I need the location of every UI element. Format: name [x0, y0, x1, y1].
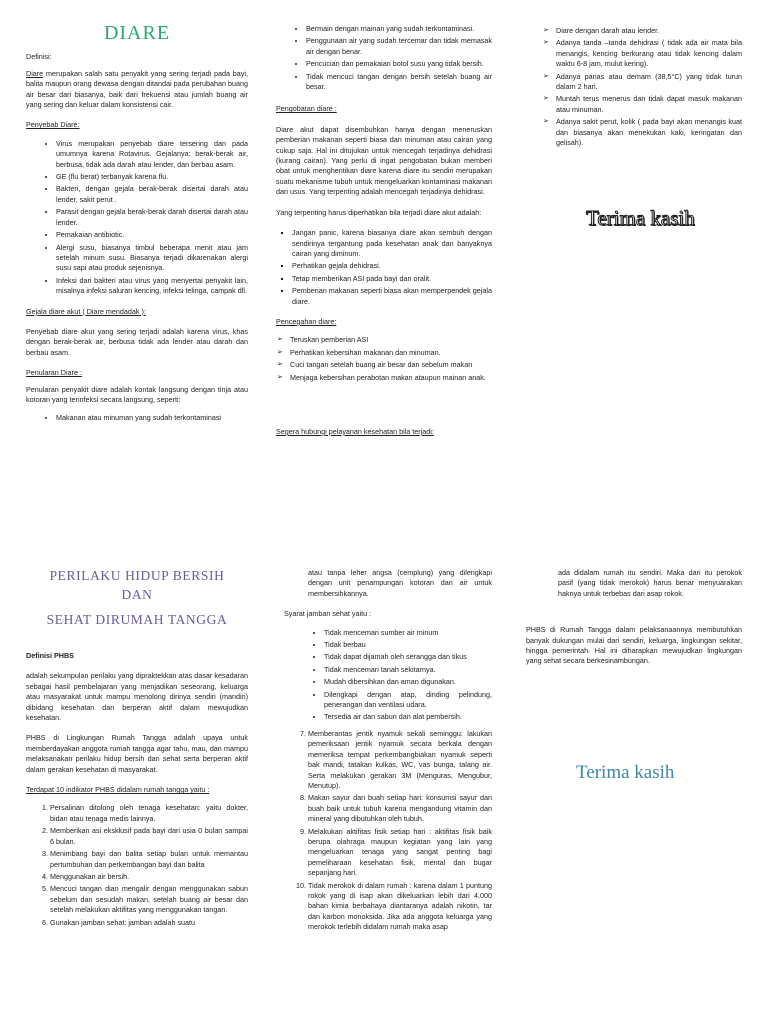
list-item: 10. Tidak merokok di dalam rumah : karena dalam 1 puntung rokok yang di isap akan dikeluarkan lebih dari 4.000 bahan kimia berbahaya diantaranya adalah nikotin, tar dan karbon monoksida. Jika ada anggota keluarga yang merokok terlebih didalam rumah maka asap [308, 881, 492, 933]
diare-column-2 [276, 24, 492, 443]
pencegahan-list [276, 335, 492, 383]
terima-kasih-title-2: Terima kasih [576, 762, 675, 783]
list-item: • Tersedia air dan sabun dan alat pembersih. [324, 712, 492, 722]
phbs-rumah-tangga-text: PHBS di Lingkungan Rumah Tangga adalah upaya untuk memberdayakan anggota rumah tangga agar tahu, mau, dan mampu melaksanakan perilaku hidup bersih dan sehat serta berperan aktif dalam gerakan kesehatan di masyarakat. [26, 733, 248, 774]
diare-column-1 [26, 22, 248, 430]
list-item: 7. Memberantas jentik nyamuk sekali seminggu: lakukan pemeriksaan jentik nyamuk secara berkala dengan memeriksa tempat perkembangbiakan nyamuk seperti bak mandi, tatakan kulkas, WC, vas bunga, talang air. Serta melakukan gerakan 3M (Menguras, Mengubur, Menutup). [308, 729, 492, 791]
syarat-list [284, 628, 492, 723]
akut-list [276, 228, 492, 307]
list-item: ➢ Muntah terus menerus dan tidak dapat masuk makanan atau minuman. [556, 94, 742, 115]
definisi-word: Diare [26, 68, 44, 78]
definisi-text: merupakan salah satu penyakit yang sering terjadi pada bayi, balita maupun orang dewasa dengan ditandai pada perubahan buang air besar dari biasanya, baik dari frekuensi atau jumlah buang air yang sering dan keluar dalam konsistensi cair. [26, 68, 248, 110]
indikator-label: Terdapat 10 indikator PHBS didalam rumah tangga yaitu : [26, 785, 210, 795]
penularan-list-cont [276, 24, 492, 92]
penyebab-label: Penyebab Diare: [26, 120, 80, 130]
list-item: 4. Menggunakan air bersih. [50, 872, 248, 882]
indikator-list [26, 803, 248, 927]
terima-kasih-title-1: Terima kasih [586, 206, 695, 230]
phbs-title-line-3: SEHAT DIRUMAH TANGGA [46, 612, 228, 627]
list-item: 5. Mencuci tangan dian mengalir dengan menggunakan sabun sebelum dan sesudah makan, setelah buang air besar dan setelah melakukan aktifitas yang menggunakan tangan. [50, 884, 248, 915]
list-item: 9. Melakukan aktifitas fisik setiap hari : aktifitas fisik baik berupa olahraga maupun kegiatan yang lain yang mengeluarkan tenaga yang sangat penting bagi pemeliharaan kesehatan fisik, mental dan bugar sepanjang hari. [308, 827, 492, 879]
list-item: ➢ Cuci tangan setelah buang air besar dan sebelum makan [290, 360, 492, 370]
list-item: • Pencucian dan pemakaian botol susu yang tidak bersih. [306, 59, 492, 69]
list-item: • Infeksi dari bakteri atau virus yang menyertai penyakit lain, misalnya infeksi saluran kencing, infeksi telinga, campak dll. [56, 276, 248, 297]
list-item: • Tidak mencemari tanah sekitarnya. [324, 665, 492, 675]
list-item: 8. Makan sayur dan buah setiap hari: konsumsi sayur dan buah baik untuk tubuh karena mengandung vitamin dan mineral yang dibutuhkan oleh tubuh. [308, 793, 492, 824]
indikator-list-cont [284, 729, 492, 933]
pengobatan-label: Pengobatan diare : [276, 104, 337, 114]
penularan-list [26, 413, 248, 423]
penyebab-list [26, 139, 248, 297]
list-item: ▪ Perhatikan gejala dehidrasi. [292, 261, 492, 271]
pengobatan-text: Diare akut dapat disembuhkan hanya dengan meneruskan pemberian makanan seperti biasa dan minuman atau cairan yang cukup saja. Hal ini ditujukan untuk mencegah terjadinya dehidrasi (kurang cairan). Yang perlu di ingat pengobatan bukan memberi obat untuk menghentikan diare karena diare itu sendiri merupakan suatu mekanisme tubuh untuk mengeluarkan kontaminasi makanan dari usus. Yang terpenting adalah mencegah terjadinya dehidrasi. [276, 124, 492, 197]
akut-label: Yang terpenting harus diperhatikan bila terjadi diare akut adalah: [276, 207, 482, 217]
gejala-text: Penyebab diare akut yang sering terjadi adalah karena virus, khas dengan berak-berak air, berbusa tidak ada lender atau darah dan berbau asam. [26, 326, 248, 357]
jamban-intro: atau tanpa leher angsa (cemplung) yang dilengkapi dengan unit penampungan kotoran dan air untuk membersihkannya. [308, 568, 492, 598]
list-item: • Pemakaian antibiotic. [56, 230, 248, 240]
phbs-title [26, 566, 248, 629]
definisi-paragraph [26, 69, 248, 111]
list-item: • Bakteri, dengan gejala berak-berak disertai darah atau lender, sakit perut . [56, 184, 248, 205]
list-item: • GE (flu berat) terbanyak karena flu. [56, 172, 248, 182]
diare-title: DIARE [103, 22, 171, 44]
list-item: • Tidak berbau [324, 640, 492, 650]
list-item: 6. Gunakan jamban sehat: jamban adalah suatu [50, 918, 248, 928]
list-item: ➢ Perhatikan kebersihan makanan dan minuman. [290, 348, 492, 358]
list-item: • Makanan atau minuman yang sudah terkontaminasi [56, 413, 248, 423]
list-item: ▪ Pemberian makanan seperti biasa akan memperpendek gejala diare. [292, 286, 492, 307]
list-item: • Tidak mencuci tangan dengan bersih setelah buang air besar. [306, 72, 492, 93]
rokok-cont: ada didalam rumah itu sendiri. Maka dari itu perokok pasif (yang tidak merokok) harus benar menyuarakan haknya untuk terbebas dari asap rokok. [558, 568, 742, 598]
penularan-text: Penularan penyakit diare adalah kontak langsung dengan tinja atau kotoran yang terinfeksi secara langsung, seperti: [26, 384, 248, 404]
diare-column-3 [542, 26, 742, 154]
list-item: • Parasit dengan gejala berak-berak darah disertai darah atau lender. [56, 207, 248, 228]
phbs-def-text: adalah sekumpulan perilaku yang dipraktekkan atas dasar kesadaran sebagai hasil pembelajaran yang menjadikan seseorang, keluarga atau masyarakat untuk mampu menolong dirinya sendiri (mandiri) dibidang kesehatan dan berperan aktif dalam mewujudkan kesehatan. [26, 671, 248, 723]
list-item: 2. Memberikan asi eksklusif pada bayi dari usia 0 bulan sampai 6 bulan. [50, 826, 248, 847]
definisi-label: Definisi: [26, 52, 52, 62]
list-item: • Tidak dapat dijamah oleh serangga dan tikus [324, 652, 492, 662]
phbs-def-label: Definisi PHBS [26, 651, 74, 660]
list-item: ➢ Adanya tanda –tanda dehidrasi ( tidak ada air mata bila menangis, kencing berkurang atau tidak kencing dalam waktu 6-8 jam, mulut kering). [556, 38, 742, 69]
gejala-label: Gejala diare akut ( Diare mendadak ): [26, 306, 146, 316]
list-item: ▪ Jangan panic, karena biasanya diare akan sembuh dengan sendirinya tergantung pada kesehatan anak dan banyaknya cairan yang diminum. [292, 228, 492, 259]
phbs-title-line-1: PERILAKU HIDUP BERSIH [49, 568, 225, 583]
list-item: 1. Persalinan ditolong oleh tenaga kesehatan: yaitu dokter, bidan atau tenaga medis lainnya. [50, 803, 248, 824]
list-item: • Penggunaan air yang sudah tercemar dan tidak memasak air dengan benar. [306, 36, 492, 57]
phbs-column-2 [284, 568, 492, 939]
list-item: • Dilengkapi dengan atap, dinding pelindung, penerangan dan ventilasi udara. [324, 690, 492, 711]
phbs-column-1 [26, 566, 248, 934]
list-item: • Mudah dibersihkan dan aman digunakan. [324, 677, 492, 687]
phbs-closing-text: PHBS di Rumah Tangga dalam pelaksanaannya membutuhkan banyak dukungan mulai dari sendiri, keluarga, lingkungan sekitar, hingga pemerintah. Hal ini diharapkan mewujudkan lingkungan yang sehat secara berkesinambungan. [526, 625, 742, 666]
list-item: ▪ Tetap memberikan ASI pada bayi dan oralit. [292, 274, 492, 284]
list-item: ➢ Adanya panas atau demam (38,5°C) yang tidak turun dalam 2 hari. [556, 72, 742, 93]
list-item: ➢ Adanya sakit perut, kolik ( pada bayi akan menangis kuat dan biasanya akan menekukan kaki, keringatan dan gelisah). [556, 117, 742, 148]
syarat-label: Syarat jamban sehat yaitu : [284, 609, 372, 619]
segera-label: Segera hubungi pelayanan kesehatan bila terjadi: [276, 426, 434, 436]
list-item: • Virus merupakan penyebab diare tersering dan pada umumnya karena Rotavirus. Gejalanya: berak-berak air, berbusa, tidak ada darah atau lender, dan berbau asam. [56, 139, 248, 170]
phbs-title-line-2: DAN [121, 587, 153, 602]
list-item: 3. Menimbang bayi dan balita setiap bulan untuk memantau pertumbuhan dan perkembangan bayi dan balita [50, 849, 248, 870]
list-item: • Tidak mencemari sumber air minum [324, 628, 492, 638]
segera-list [542, 26, 742, 148]
list-item: • Bermain dengan mainan yang sudah terkontaminasi. [306, 24, 492, 34]
phbs-column-3 [526, 568, 742, 673]
list-item: • Alergi susu, biasanya timbul beberapa menit atau jam setelah minum susu. Biasanya terjadi dikarenakan alergi susu sapi atau produk sejenisnya. [56, 243, 248, 274]
penularan-label: Penularan Diare : [26, 368, 82, 378]
list-item: ➢ Diare dengan darah atau lender. [556, 26, 742, 36]
list-item: ➢ Menjaga kebersihan perabotan makan ataupun mainan anak. [290, 373, 492, 383]
list-item: ➢ Teruskan pemberian ASI [290, 335, 492, 345]
pencegahan-label: Pencegahan diare: [276, 316, 337, 326]
